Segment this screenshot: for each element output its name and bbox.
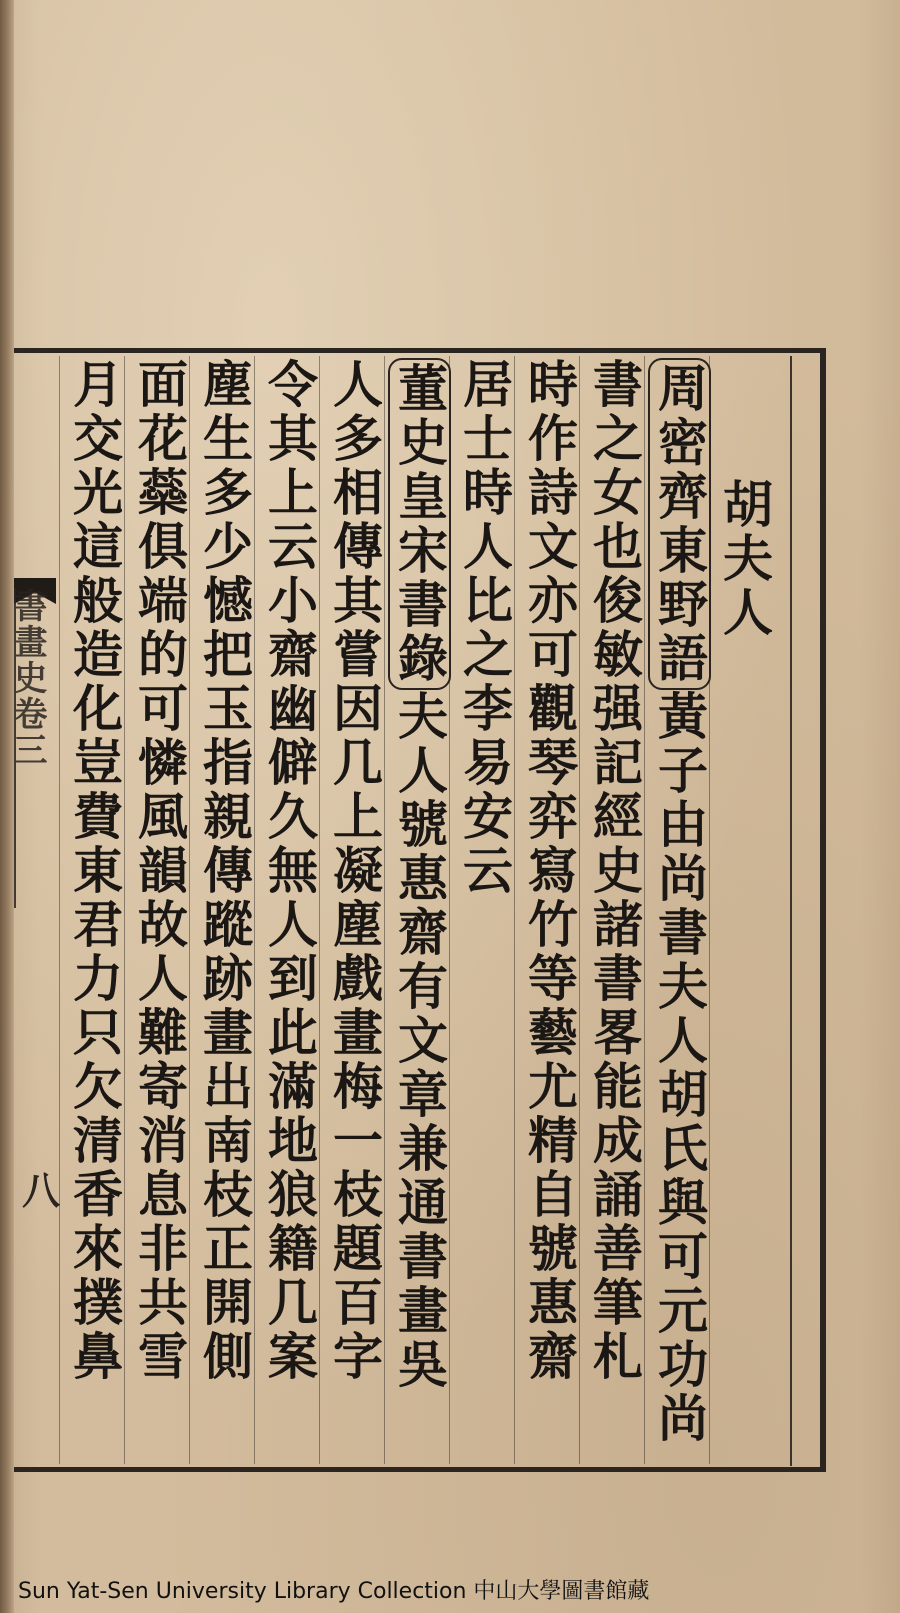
text-column <box>714 478 774 640</box>
source-citation: 周密齊東野語 <box>648 358 711 690</box>
text-column <box>584 358 644 1384</box>
column-text: 時作詩文亦可觀琴弈寫竹等藝尤精自號惠齋 <box>520 358 579 1384</box>
text-column <box>324 358 384 1384</box>
text-column <box>454 358 514 898</box>
page-number: 八 <box>22 1168 61 1213</box>
column-text: 居士時人比之李易安云 <box>455 358 514 898</box>
column-text: 人多相傳其嘗因几上凝塵戲畫梅一枝題百字 <box>325 358 384 1384</box>
book-spine <box>0 0 14 1613</box>
column-rule <box>579 356 580 1464</box>
column-rule <box>189 356 190 1464</box>
text-column <box>64 358 124 1384</box>
text-column <box>194 358 254 1384</box>
column-rule <box>254 356 255 1464</box>
column-rule <box>384 356 385 1464</box>
column-text: 面花蘂俱端的可憐風韻故人難寄消息非共雪 <box>130 358 189 1384</box>
text-column <box>649 358 709 1446</box>
text-column <box>259 358 319 1384</box>
column-rule <box>124 356 125 1464</box>
column-text: 夫人號惠齋有文章兼通書畫吳 <box>390 690 449 1392</box>
column-text: 令其上云小齋幽僻久無人到此滿地狼籍几案 <box>260 358 319 1384</box>
column-rule <box>319 356 320 1464</box>
column-text: 書之女也俊敏强記經史諸書畧能成誦善筆札 <box>585 358 644 1384</box>
margin-title: 書畫史卷三 <box>14 588 52 908</box>
column-rule <box>514 356 515 1464</box>
column-rule <box>59 356 60 1464</box>
text-column <box>129 358 189 1384</box>
column-text: 黃子由尚書夫人胡氏與可元功尚 <box>650 690 709 1446</box>
source-citation: 董史皇宋書錄 <box>388 358 451 690</box>
collection-credit: Sun Yat-Sen University Library Collection 中山大學圖書館藏 <box>18 1579 650 1604</box>
column-text: 胡夫人 <box>715 478 774 640</box>
text-column <box>389 358 449 1392</box>
text-column <box>519 358 579 1384</box>
column-text: 月交光這般造化豈費東君力只欠清香來撲鼻 <box>65 358 124 1384</box>
column-rule <box>644 356 645 1464</box>
column-text: 塵生多少憾把玉指親傳蹤跡畫出南枝正開側 <box>195 358 254 1384</box>
